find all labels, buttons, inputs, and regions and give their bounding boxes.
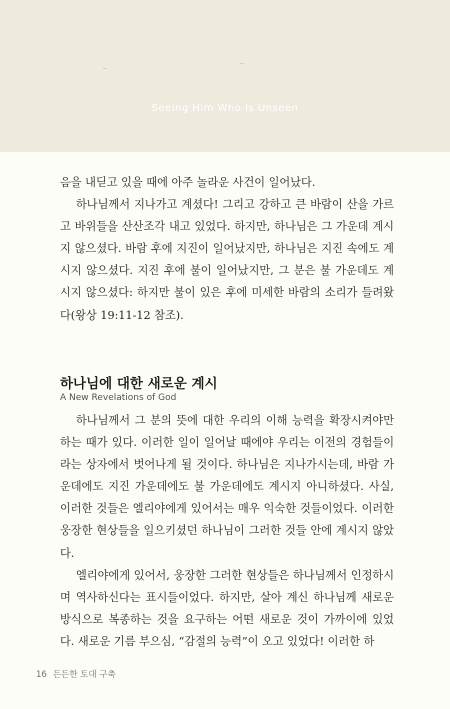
body-top xyxy=(60,172,394,327)
page-footer xyxy=(36,668,122,680)
paragraph: 엘리야에게 있어서, 웅장한 그러한 현상들은 하나님께서 인정하시며 역사하신다는 표시들이었다. 하지만, 살아 계신 하나님께 새로운 방식으로 복종하는 것을 요구하는 어떤 새로운 것이 가까이에 있었다. 새로운 기름 부으심, “감절의 능력”이 오고 있었다! 이러한 하 xyxy=(60,568,394,648)
paragraph: 음을 내딛고 있을 때에 아주 놀라운 사건이 일어났다. xyxy=(60,176,316,189)
decorative-tick xyxy=(240,63,244,64)
section-subtitle: A New Revelations of God xyxy=(60,393,177,403)
section-title: 하나님에 대한 새로운 계시 xyxy=(60,376,218,392)
paragraph: 하나님께서 그 분의 뜻에 대한 우리의 이해 능력을 확장시켜야만 하는 때가 있다. 이러한 일이 일어날 때에야 우리는 이전의 경험들이라는 상자에서 벗어나게 될 것이다. 하나님은 지나가시는데, 바람 가운데에도 지진 가운데에도 불 가운데에도 계시지 아니하셨다. 사실, 이러한 것들은 엘리야에게 있어서는 매우 익숙한 것들이었다. 이러한 웅장한 현상들을 일으키셨던 하나님이 그러한 것들 안에 계시지 않았다. xyxy=(60,414,394,560)
page-number: 16 xyxy=(36,670,47,680)
paragraph: 하나님께서 지나가고 계셨다! 그리고 강하고 큰 바람이 산을 가르고 바위들을 산산조각 내고 있었다. 하지만, 하나님은 그 가운데 계시지 않으셨다. 바람 후에 지진이 일어났지만, 하나님은 지진 속에도 계시지 않으셨다. 지진 후에 불이 일어났지만, 그 분은 불 가운데도 계시지 않으셨다: 하지만 불이 있은 후에 미세한 바람의 소리가 들려왔다(왕상 19:11-12 참조). xyxy=(60,198,394,322)
running-title: Seeing Him Who Is Unseen xyxy=(151,103,299,114)
header-band xyxy=(0,0,450,152)
footer-book-title: 든든한 토대 구축 xyxy=(52,670,116,680)
section-body xyxy=(60,410,394,653)
decorative-tick xyxy=(103,68,107,69)
